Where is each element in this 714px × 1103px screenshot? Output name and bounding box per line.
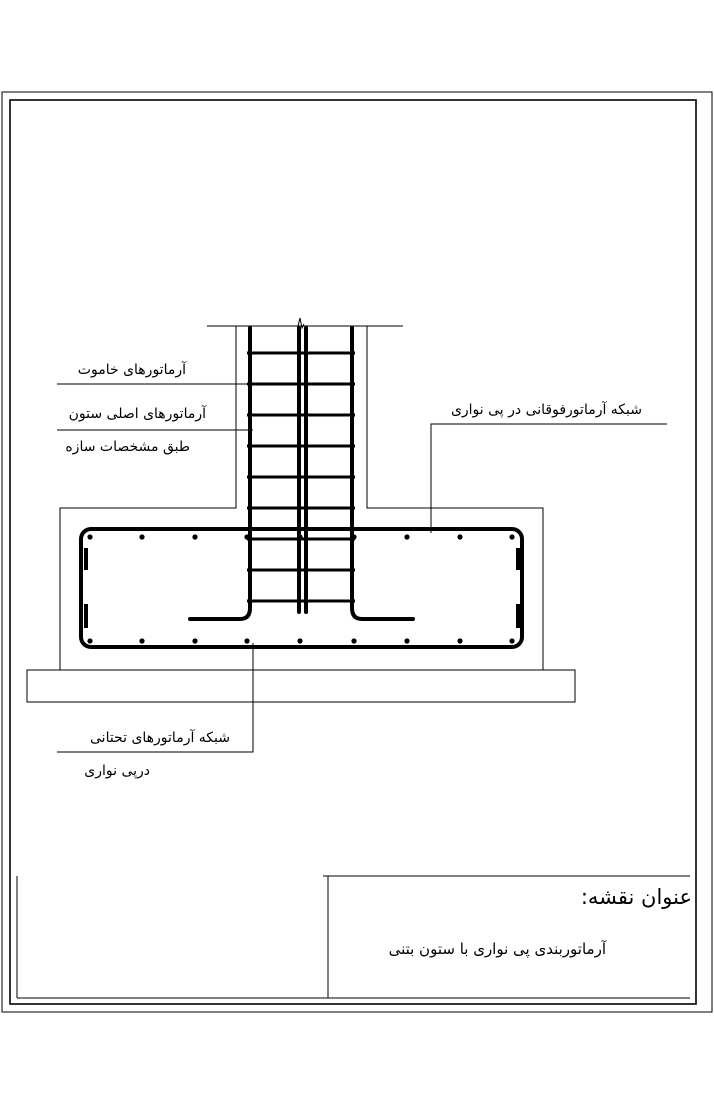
label-main-bars-line2: طبق مشخصات سازه <box>65 439 190 455</box>
title-block-heading: عنوان نقشه: <box>580 885 692 909</box>
leader-top-mesh <box>431 424 667 533</box>
label-top-mesh: شبکه آرماتورفوقانی در پی نواری <box>450 402 642 418</box>
outer-border <box>2 92 712 1012</box>
label-stirrups: آرماتورهای خاموت <box>77 362 186 378</box>
footing-section-drawing <box>27 318 667 752</box>
bar-dot <box>351 638 356 643</box>
bar-dot <box>139 534 144 539</box>
bar-dot <box>509 638 514 643</box>
label-bottom-mesh-line1: شبکه آرماتورهای تحتانی <box>90 730 230 746</box>
label-bottom-mesh-line2: درپی نواری <box>84 763 150 779</box>
column-bar-right <box>352 328 413 619</box>
bar-dot <box>457 534 462 539</box>
bar-dot <box>192 638 197 643</box>
bar-dot <box>192 534 197 539</box>
column-main-bars <box>190 328 413 619</box>
bar-dot <box>404 638 409 643</box>
column-bar-left <box>190 328 250 619</box>
bar-dot <box>244 638 249 643</box>
bottom-bar-dots <box>87 638 514 643</box>
bar-dot <box>139 638 144 643</box>
top-bar-dots <box>87 534 514 539</box>
label-main-bars-line1: آرماتورهای اصلی ستون <box>68 406 206 422</box>
bar-dot <box>297 534 302 539</box>
bar-dot <box>87 534 92 539</box>
bar-dot <box>351 534 356 539</box>
side-bars <box>86 548 518 628</box>
bar-dot <box>457 638 462 643</box>
drawing-title: آرماتوربندی پی نواری با ستون بتنی <box>388 940 606 958</box>
lean-concrete-base <box>27 670 575 702</box>
bar-dot <box>87 638 92 643</box>
footing-rebar-cage <box>81 529 522 647</box>
bar-dot <box>509 534 514 539</box>
bar-dot <box>297 638 302 643</box>
bar-dot <box>404 534 409 539</box>
bar-dot <box>244 534 249 539</box>
